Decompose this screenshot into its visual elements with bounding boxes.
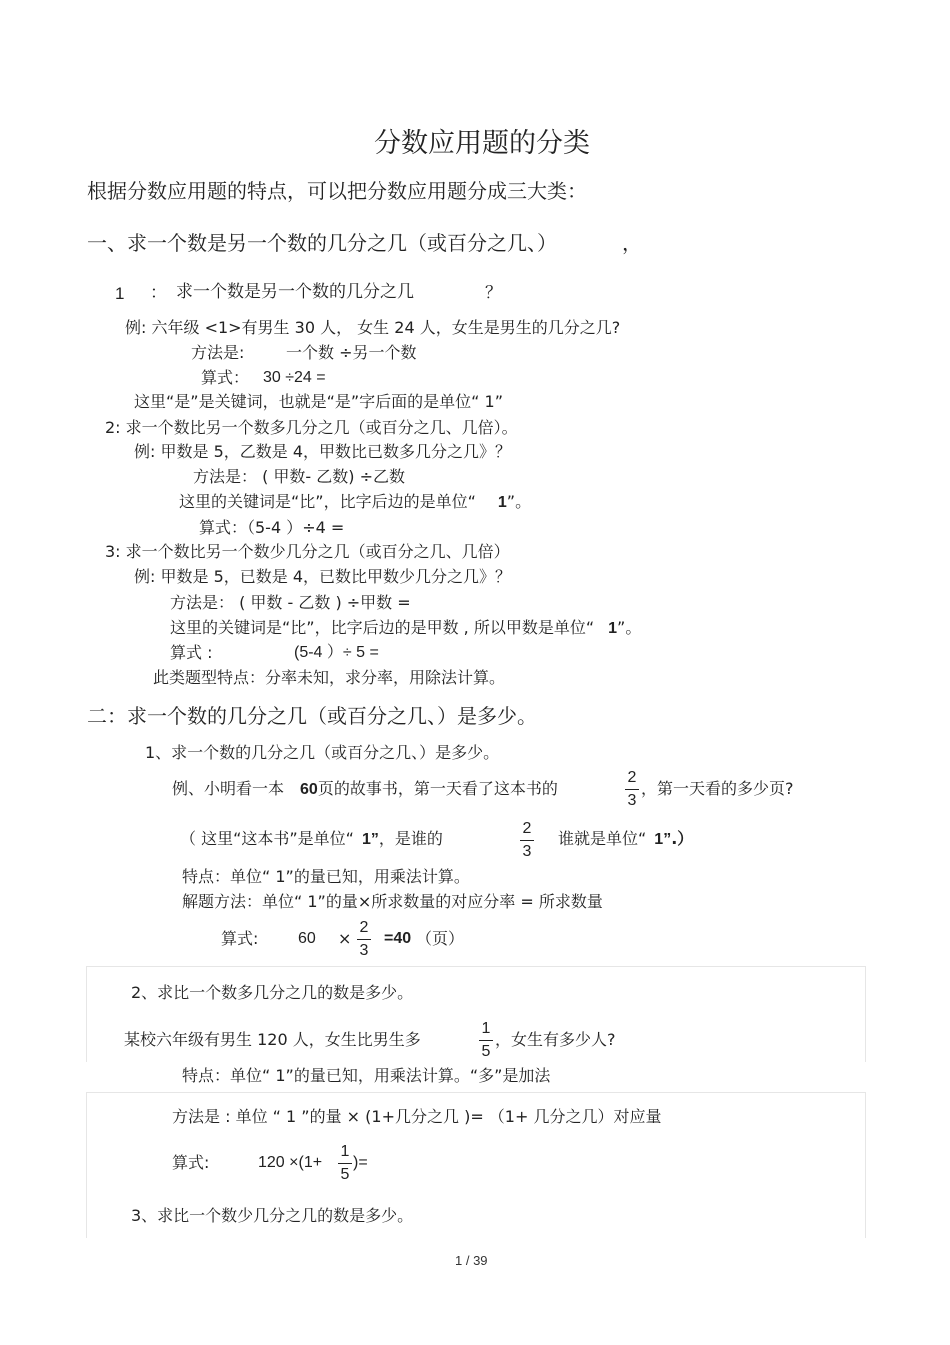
section-2-heading: 二：求一个数的几分之几（或百分之几、）是多少。: [87, 704, 537, 728]
section-2-formula-result-value: =40: [384, 930, 412, 947]
section-2-example-1-mid: 页的故事书，第一天看了这本书的: [317, 779, 558, 798]
section-2-example-2-pre: 某校六年级有男生 120 人，女生比男生多: [124, 1030, 421, 1049]
fraction-2-3-note: [520, 820, 534, 861]
fraction-denominator: 3: [359, 942, 369, 959]
example-3-keyword-pre: 这里的关键词是“比”，比字后边的是甲数 , 所以甲数是单位“: [170, 618, 595, 637]
fraction-2-3: [625, 769, 639, 810]
section-1-heading-tail: ，: [622, 231, 642, 255]
example-1-method-label: 方法是:: [191, 343, 245, 362]
unit-note-post: [558, 831, 693, 848]
section-2-method-2: 方法是 : 单位 “ 1 ”的量 × (1+几分之几 )= （1+ 几分之几）对应量: [172, 1107, 662, 1126]
section-2-formula-2-post: )=: [353, 1154, 368, 1171]
unit-note-post-end: .）: [671, 829, 694, 848]
fraction-denominator: 5: [340, 1166, 350, 1183]
section-1-summary: 此类题型特点：分率未知，求分率，用除法计算。: [153, 668, 506, 687]
example-2: 例: 甲数是 5，乙数是 4，甲数比已数多几分之几》？: [134, 442, 512, 461]
example-1-formula-label: 算式：: [201, 368, 250, 387]
example-1-keyword-note: 这里“是”是关键词，也就是“是”字后面的是单位“ 1”: [134, 392, 504, 411]
box-border-left: [86, 966, 87, 1062]
sub3-title: 3: 求一个数比另一个数少几分之几（或百分之几、几倍）: [105, 542, 510, 561]
section-2-sub2-title: 2、求比一个数多几分之几的数是多少。: [131, 983, 414, 1002]
example-2-method: 方法是： ( 甲数- 乙数) ÷乙数: [193, 467, 406, 486]
section-2-sub3-title: 3、求比一个数少几分之几的数是多少。: [131, 1206, 414, 1225]
example-3-keyword-note: [170, 620, 641, 637]
example-1-method: 一个数 ÷另一个数: [286, 343, 417, 362]
fraction-numerator: 2: [359, 919, 369, 936]
box2-border-top: [86, 1092, 866, 1093]
intro-text: 根据分数应用题的特点，可以把分数应用题分成三大类：: [87, 179, 587, 203]
section-2-example-2-post: ，女生有多少人?: [495, 1030, 616, 1049]
box-border-right: [865, 966, 866, 1062]
sub1-question-mark: ？: [485, 283, 502, 303]
section-2-formula-times: ×: [338, 929, 352, 948]
section-2-example-1-pre: 例、小明看一本: [172, 779, 285, 798]
fraction-denominator: 3: [627, 792, 637, 809]
section-2-example-1-post: ，第一天看的多少页?: [641, 779, 794, 798]
example-2-formula: 算式：（5-4 ）÷4 =: [199, 518, 345, 537]
section-2-formula-result: [384, 931, 411, 947]
fraction-numerator: 1: [481, 1020, 491, 1037]
section-2-feature: 特点：单位“ 1”的量已知，用乘法计算。: [182, 867, 470, 886]
fraction-1-5: [479, 1020, 493, 1061]
section-2-formula-2-pre: 120 ×(1+: [258, 1154, 323, 1171]
sub2-title: 2: 求一个数比另一个数多几分之几（或百分之几、几倍）。: [105, 418, 518, 437]
fraction-2-3-formula: [357, 919, 371, 960]
example-3-formula: (5-4 ）÷ 5 =: [294, 644, 379, 661]
unit-note-mid: ，是谁的: [378, 829, 443, 848]
fraction-numerator: 2: [522, 820, 532, 837]
box2-border-right: [865, 1092, 866, 1238]
example-3: 例: 甲数是 5，已数是 4，已数比甲数少几分之几》？: [134, 567, 512, 586]
sub1-title: 求一个数是另一个数的几分之几: [176, 282, 414, 302]
example-3-keyword-num: 1: [608, 620, 618, 637]
box-border-top: [86, 966, 866, 967]
section-2-sub1-title: 1、求一个数的几分之几（或百分之几、）是多少。: [145, 743, 500, 762]
example-1-formula: 30 ÷24 =: [263, 369, 326, 386]
unit-note-post-pre: 谁就是单位“: [558, 829, 647, 848]
example-2-keyword-num: 1: [497, 494, 507, 511]
box2-border-left: [86, 1092, 87, 1238]
section-2-method: 解题方法：单位“ 1”的量×所求数量的对应分率 = 所求数量: [182, 892, 603, 911]
example-2-keyword-post: ”。: [506, 492, 532, 511]
fraction-numerator: 2: [627, 769, 637, 786]
fraction-denominator: 3: [522, 843, 532, 860]
page-number: 1 / 39: [455, 1253, 488, 1268]
example-2-keyword-pre: 这里的关键词是“比”，比字后边的是单位“: [179, 492, 476, 511]
section-2-formula-num: 60: [298, 930, 316, 947]
sub1-number: 1: [115, 284, 125, 303]
section-1-heading: 一、求一个数是另一个数的几分之几（或百分之几、）: [87, 231, 557, 255]
fraction-denominator: 5: [481, 1043, 491, 1060]
section-2-example-1-num: 60: [300, 781, 318, 798]
example-3-formula-label: 算式 :: [170, 643, 213, 662]
section-2-formula-2-label: 算式:: [172, 1153, 210, 1172]
example-3-method: 方法是： ( 甲数 - 乙数 ) ÷甲数 =: [170, 593, 411, 612]
section-2-formula-label: 算式:: [221, 929, 259, 948]
unit-note-num: 1”: [361, 831, 379, 848]
unit-note-post-num: 1”: [654, 831, 672, 848]
example-2-keyword-note: [179, 494, 531, 511]
section-2-feature-2: 特点：单位“ 1”的量已知，用乘法计算。“多”是加法: [182, 1066, 551, 1085]
fraction-numerator: 1: [340, 1143, 350, 1160]
section-2-formula-unit: （页）: [416, 929, 465, 948]
unit-note: [180, 831, 443, 848]
page-title: 分数应用题的分类: [374, 128, 590, 159]
section-2-example-1: [172, 781, 558, 798]
example-1: 例: 六年级 <1>有男生 30 人， 女生 24 人，女生是男生的几分之几?: [125, 318, 621, 337]
sub1-colon: ：: [150, 283, 167, 303]
fraction-1-5-formula: [338, 1143, 352, 1184]
unit-note-pre: （ 这里“这本书”是单位“: [180, 829, 354, 848]
example-3-keyword-post: ”。: [617, 618, 642, 637]
